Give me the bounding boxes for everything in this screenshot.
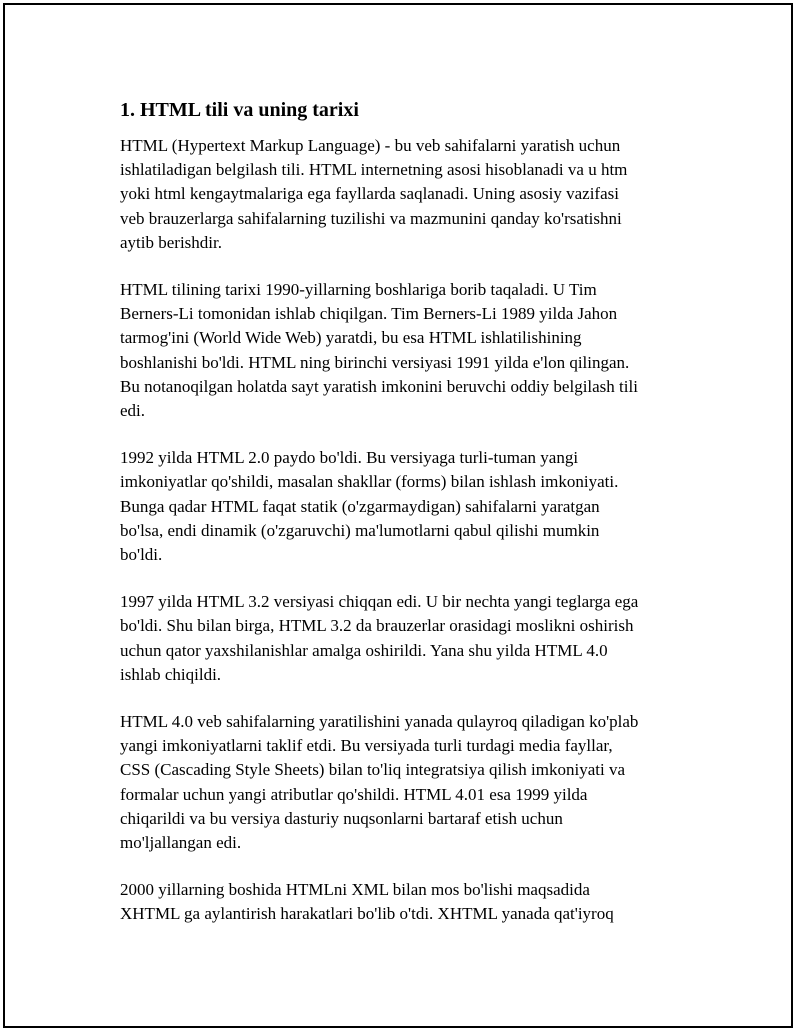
- text-line: Bunga qadar HTML faqat statik (o'zgarmaydigan) sahifalarni yaratgan: [120, 496, 600, 516]
- text-line: boshlanishi bo'ldi. HTML ning birinchi versiyasi 1991 yilda e'lon qilingan.: [120, 352, 630, 372]
- text-line: HTML tilining tarixi 1990-yillarning boshlariga borib taqaladi. U Tim: [120, 280, 597, 300]
- text-line: yangi imkoniyatlarni taklif etdi. Bu versiyada turli turdagi media fayllar,: [120, 736, 613, 756]
- paragraph: [120, 278, 690, 423]
- text-line: aytib berishdir.: [120, 232, 222, 252]
- paragraph-list: [120, 134, 690, 927]
- text-line: imkoniyatlar qo'shildi, masalan shakllar (forms) bilan ishlash imkoniyati.: [120, 472, 619, 492]
- text-line: ishlatiladigan belgilash tili. HTML internetning asosi hisoblanadi va u htm: [120, 160, 628, 180]
- text-line: yoki html kengaytmalariga ega fayllarda saqlanadi. Uning asosiy vazifasi: [120, 184, 619, 204]
- text-line: veb brauzerlarga sahifalarning tuzilishi va mazmunini qanday ko'rsatishni: [120, 208, 622, 228]
- text-line: mo'ljallangan edi.: [120, 833, 242, 853]
- text-line: edi.: [120, 401, 146, 421]
- text-line: XHTML ga aylantirish harakatlari bo'lib o'tdi. XHTML yanada qat'iyroq: [120, 904, 614, 924]
- text-line: ishlab chiqildi.: [120, 664, 222, 684]
- text-line: CSS (Cascading Style Sheets) bilan to'liq integratsiya qilish imkoniyati va: [120, 760, 625, 780]
- text-line: formalar uchun yangi atributlar qo'shildi. HTML 4.01 esa 1999 yilda: [120, 784, 588, 804]
- text-line: Bu notanoqilgan holatda sayt yaratish imkonini beruvchi oddiy belgilash tili: [120, 376, 638, 396]
- text-line: uchun qator yaxshilanishlar amalga oshirildi. Yana shu yilda HTML 4.0: [120, 640, 608, 660]
- text-line: Berners-Li tomonidan ishlab chiqilgan. Tim Berners-Li 1989 yilda Jahon: [120, 304, 618, 324]
- text-line: tarmog'ini (World Wide Web) yaratdi, bu esa HTML ishlatilishining: [120, 328, 582, 348]
- text-line: HTML 4.0 veb sahifalarning yaratilishini yanada qulayroq qiladigan ko'plab: [120, 712, 639, 732]
- text-line: bo'ldi. Shu bilan birga, HTML 3.2 da brauzerlar orasidagi moslikni oshirish: [120, 616, 634, 636]
- text-line: 1997 yilda HTML 3.2 versiyasi chiqqan edi. U bir nechta yangi teglarga ega: [120, 592, 639, 612]
- paragraph: [120, 446, 690, 567]
- text-line: 2000 yillarning boshida HTMLni XML bilan mos bo'lishi maqsadida: [120, 880, 590, 900]
- text-line: HTML (Hypertext Markup Language) - bu veb sahifalarni yaratish uchun: [120, 136, 621, 155]
- paragraph: [120, 590, 690, 687]
- text-line: bo'ldi.: [120, 545, 163, 565]
- paragraph: [120, 710, 690, 855]
- section-heading: 1. HTML tili va uning tarixi: [120, 99, 359, 121]
- document-page: [3, 3, 793, 1028]
- text-line: 1992 yilda HTML 2.0 paydo bo'ldi. Bu versiyaga turli-tuman yangi: [120, 448, 579, 468]
- document-content: [120, 97, 690, 950]
- paragraph: [120, 878, 690, 926]
- text-line: bo'lsa, endi dinamik (o'zgaruvchi) ma'lumotlarni qabul qilishi mumkin: [120, 520, 600, 540]
- paragraph: [120, 134, 690, 255]
- text-line: chiqarildi va bu versiya dasturiy nuqsonlarni bartaraf etish uchun: [120, 808, 563, 828]
